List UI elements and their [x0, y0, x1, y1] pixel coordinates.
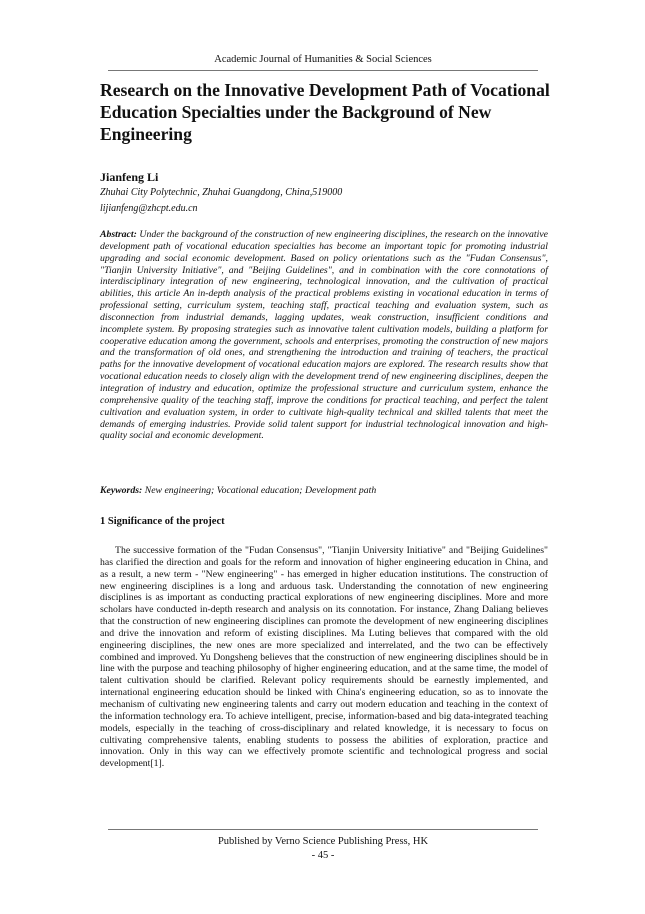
footer-divider: [108, 829, 538, 830]
abstract-text: Under the background of the construction of new engineering disciplines, the research on the innovative development path of vocational education specialties has become an important topic for promoting industrial upgrading and social economic development. Based on policy orientations such as the "Fudan Consensus", "Tianjin University Initiative", and "Beijing Guidelines", and in combination with the core connotations of interdisciplinary integration of new engineering, technological innovation, and the cultivation of practical abilities, this article An in-depth analysis of the practical problems existing in vocational education in terms of professional setting, curriculum system, teaching staff, practical teaching and evaluation system, such as disconnection from industrial demands, lagging updates, weak construction, insufficient conditions and incomplete system. By proposing strategies such as innovative talent cultivation models, building a platform for cooperative education among the government, schools and enterprises, promoting the construction of new majors and the transformation of old ones, and strengthening the introduction and training of teachers, the practical paths for the innovative development of vocational education majors are explored. The research results show that vocational education needs to closely align with the development trend of new engineering disciplines, deepen the integration of industry and education, optimize the professional structure and curriculum system, enhance the comprehensive quality of the teaching staff, improve the conditions for practical teaching, and perfect the talent cultivation and evaluation system, in order to cultivate high-quality technical and skilled talents that meet the demands of emerging industries. Provide solid talent support for industrial technological innovation and high-quality social and economic development.: [100, 229, 549, 442]
page-number: - 45 -: [311, 850, 335, 861]
publisher-footer: Published by Verno Science Publishing Press, HK: [217, 836, 429, 847]
author-affiliation: Zhuhai City Polytechnic, Zhuhai Guangdong, China,519000: [100, 187, 343, 198]
keywords-label: Keywords:: [100, 485, 143, 496]
keywords: [100, 485, 548, 497]
header-divider: [108, 70, 538, 71]
abstract: [100, 229, 548, 442]
abstract-label: Abstract:: [100, 229, 137, 240]
paper-title: Research on the Innovative Development Path of Vocational Education Specialties under the Background of New Engineering: [100, 80, 550, 144]
author-name: Jianfeng Li: [100, 170, 159, 184]
author-email: lijianfeng@zhcpt.edu.cn: [100, 203, 198, 214]
journal-header: Academic Journal of Humanities & Social Sciences: [214, 54, 432, 65]
keywords-text: New engineering; Vocational education; Development path: [144, 485, 377, 496]
section-heading: 1 Significance of the project: [100, 516, 225, 527]
section-paragraph: The successive formation of the "Fudan Consensus", "Tianjin University Initiative" and "Beijing Guidelines" has clarified the direction and goals for the reform and innovation of higher engineering education in China, and as a result, a new term - "New engineering" - has emerged in higher education institutions. The construction of new engineering disciplines is a long and arduous task. Understanding the connotation of new engineering disciplines is as important as conducting practical explorations of new engineering disciplines. More and more scholars have conducted in-depth research and analysis on its connotation. For instance, Zhang Daliang believes that the construction of new engineering disciplines can promote the development of new engineering disciplines and drive the innovation and reform of existing disciplines. Ma Luting believes that compared with the old engineering disciplines, the new ones are more specialized and interrelated, and the two can be effectively combined and improved. Yu Dongsheng believes that the construction of new engineering disciplines should be in line with the purpose and teaching philosophy of higher engineering education, and at the same time, the model of talent cultivation should be clarified. Relevant policy requirements should be earnestly implemented, and international engineering education should be linked with China's engineering education, so as to innovate the mechanism of cultivating new engineering talents and carry out modern education and teaching in the context of the information technology era. To achieve intelligent, precise, information-based and big data-integrated teaching models, especially in the teaching of cross-disciplinary and related knowledge, it is necessary to focus on cultivating comprehensive talents, enabling students to possess the abilities of exploration, practice and innovation. Only in this way can we effectively promote scientific and technological progress and social development[1].: [100, 545, 548, 770]
